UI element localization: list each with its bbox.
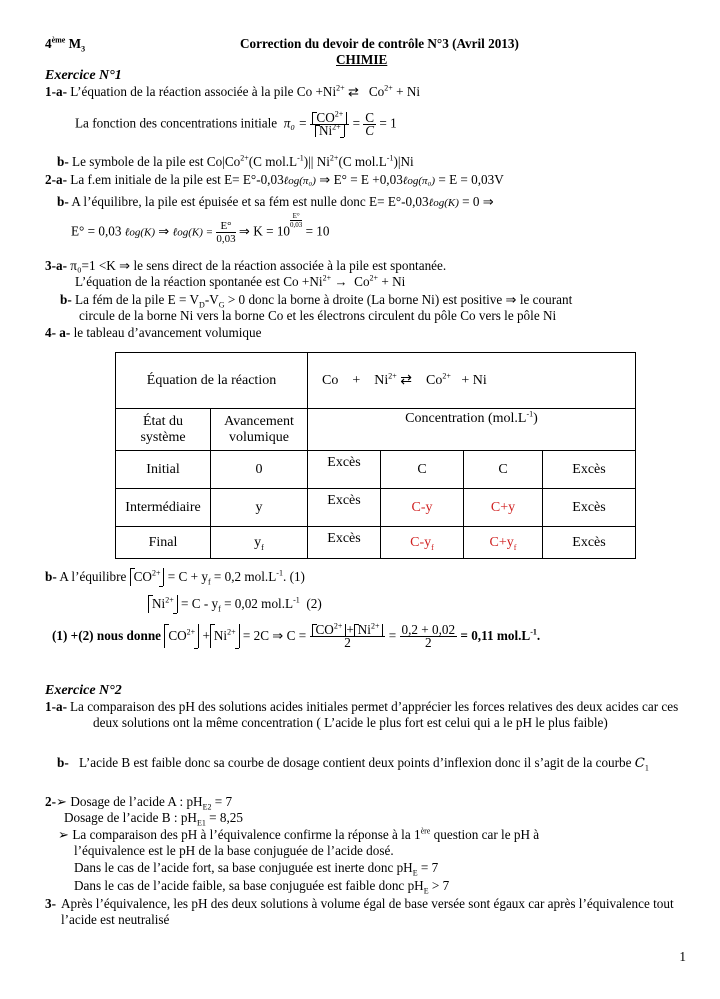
ex2-q2-line6: Dans le cas de l’acide faible, sa base conjuguée est faible donc $pH_E > 7$: [74, 878, 450, 896]
ex1-q1b: b- Le symbole de la pile est $Co|Co^{2+}(C$ $mol.L^{-1})||$ $Ni^{2+}(C$ $mol.L^{-1})|Ni$: [57, 153, 414, 169]
ex1-q3a: 3-a- π₀=1 <K ⇒ le sens direct de la réaction associée à la pile est spontanée.: [45, 258, 447, 273]
ex1-q1a-function: La fonction des concentrations initiale π₀ = $\frac{CO^{2+}}{Ni^{2+}}$ = $\frac{C}{C}$ = 1: [75, 109, 397, 138]
ex1-q2b: b- A l’équilibre, la pile est épuisée et sa fém est nulle donc E= E°-0,03ℓog(K) = 0 ⇒: [57, 194, 494, 209]
table-header-equation: Équation de la réaction: [116, 353, 308, 409]
table-row: Initial 0 Excès C C Excès: [116, 451, 636, 489]
avancement-table: [115, 352, 636, 559]
ex2-q1a-text: La comparaison des pH des solutions acides initiales permet d’apprécier les forces relatives des deux acides car ces deux solutions ont la même concentration ( L’acide le plus fort est celui qui a le pH le plus faible): [70, 699, 679, 730]
ex1-q2b-line2: E° = 0,03 ℓog(K) ⇒ ℓog(K) = $\frac{E^\circ}{0,03}$ ⇒ K = 10 $\frac{E^\circ}{0,03}$ = 10: [71, 212, 330, 245]
ex2-q2-line1: 2-➢ Dosage de l’acide A : $pH_{E2} = 7$: [45, 794, 233, 812]
exercise-2-title: Exercice N°2: [45, 683, 122, 698]
table-header-avancement: Avancement volumique: [211, 409, 308, 451]
table-header-etat: État du système: [116, 409, 211, 451]
class-label: 4ème $M_3$: [45, 35, 86, 54]
ex1-q1a: 1-a- L’équation de la réaction associée à la pile $Co +Ni^{2+}$ ⇄ $Co^{2+} + Ni$: [45, 83, 421, 99]
ex2-q1a-label: 1-a-: [45, 699, 67, 714]
ex1-q4a: 4- a- le tableau d’avancement volumique: [45, 325, 262, 340]
table-header-reaction: Co + $Ni^{2+}$ ⇄ $Co^{2+}$ + Ni: [308, 353, 636, 409]
ex2-q2-bullet: ➢ La comparaison des pH à l’équivalence confirme la réponse à la 1ère question car le pH à: [58, 826, 540, 842]
ex2-q3-label: 3-: [45, 896, 56, 911]
ex1-q2a: 2-a- La f.em initiale de la pile est E= E°-0,03ℓog(π₀) ⇒ E° = E +0,03ℓog(π₀) = E = 0,03V: [45, 172, 504, 187]
ex2-q3-text: Après l’équivalence, les pH des deux solutions à volume égal de base versée sont égaux car après l’équivalence tout l’acide est neutralisé: [61, 896, 674, 927]
ex1-q4b-line1: b- A l’équilibre $CO^{2+} = C + y_f = 0,2$ $mol.L^{-1}$. (1): [45, 568, 305, 587]
table-row: Intermédiaire y Excès C-y C+y Excès: [116, 489, 636, 527]
ex1-q3a-line2: L’équation de la réaction spontanée est $Co +Ni^{2+} \to Co^{2+} + Ni$: [75, 273, 406, 289]
exercise-1-title: Exercice N°1: [45, 68, 122, 83]
ex2-q2-line2: Dosage de l’acide B : $pH_{E1} = 8,25$: [64, 810, 243, 828]
ex2-q1b-text: L’acide B est faible donc sa courbe de dosage contient deux points d’inflexion donc il s’agit de la courbe $C_1$: [79, 755, 649, 773]
subject-title: CHIMIE: [336, 52, 388, 67]
ex2-q1b-label: b-: [57, 755, 69, 770]
page-number: 1: [679, 949, 686, 964]
ex1-q3b: b- La fém de la pile $E = V_D-V_G > 0$ donc la borne à droite (La borne Ni) est positive ⇒ le courant: [60, 292, 573, 310]
ex2-q2-line5: Dans le cas de l’acide fort, sa base conjuguée est inerte donc $pH_E = 7$: [74, 860, 439, 878]
ex2-q2-line4: l’équivalence est le pH de la base conjuguée de l’acide dosé.: [74, 843, 394, 858]
ex1-q3b-line2: circule de la borne Ni vers la borne Co et les électrons circulent du pôle Co vers le pôle Ni: [79, 308, 557, 323]
ex1-q4b-line2: $Ni^{2+} = C - y_f = 0,02$ $mol.L^{-1}$ (2): [148, 595, 322, 613]
table-row: Final $y_f$ Excès $C-y_f$ $C+y_f$ Excès: [116, 527, 636, 559]
table-header-concentration: Concentration $(mol.L^{-1})$: [308, 409, 636, 451]
ex1-q4b-sum: (1) +(2) nous donne $CO^{2+} + Ni^{2+} = 2C$ ⇒ C = $\frac{CO^{2+} + Ni^{2+}}{2}$ = $\frac{0,2 + 0,02}{2}$ = 0,11 $mol.L^{-1}$.: [52, 622, 541, 651]
page-title: Correction du devoir de contrôle N°3 (Avril 2013): [240, 36, 519, 51]
